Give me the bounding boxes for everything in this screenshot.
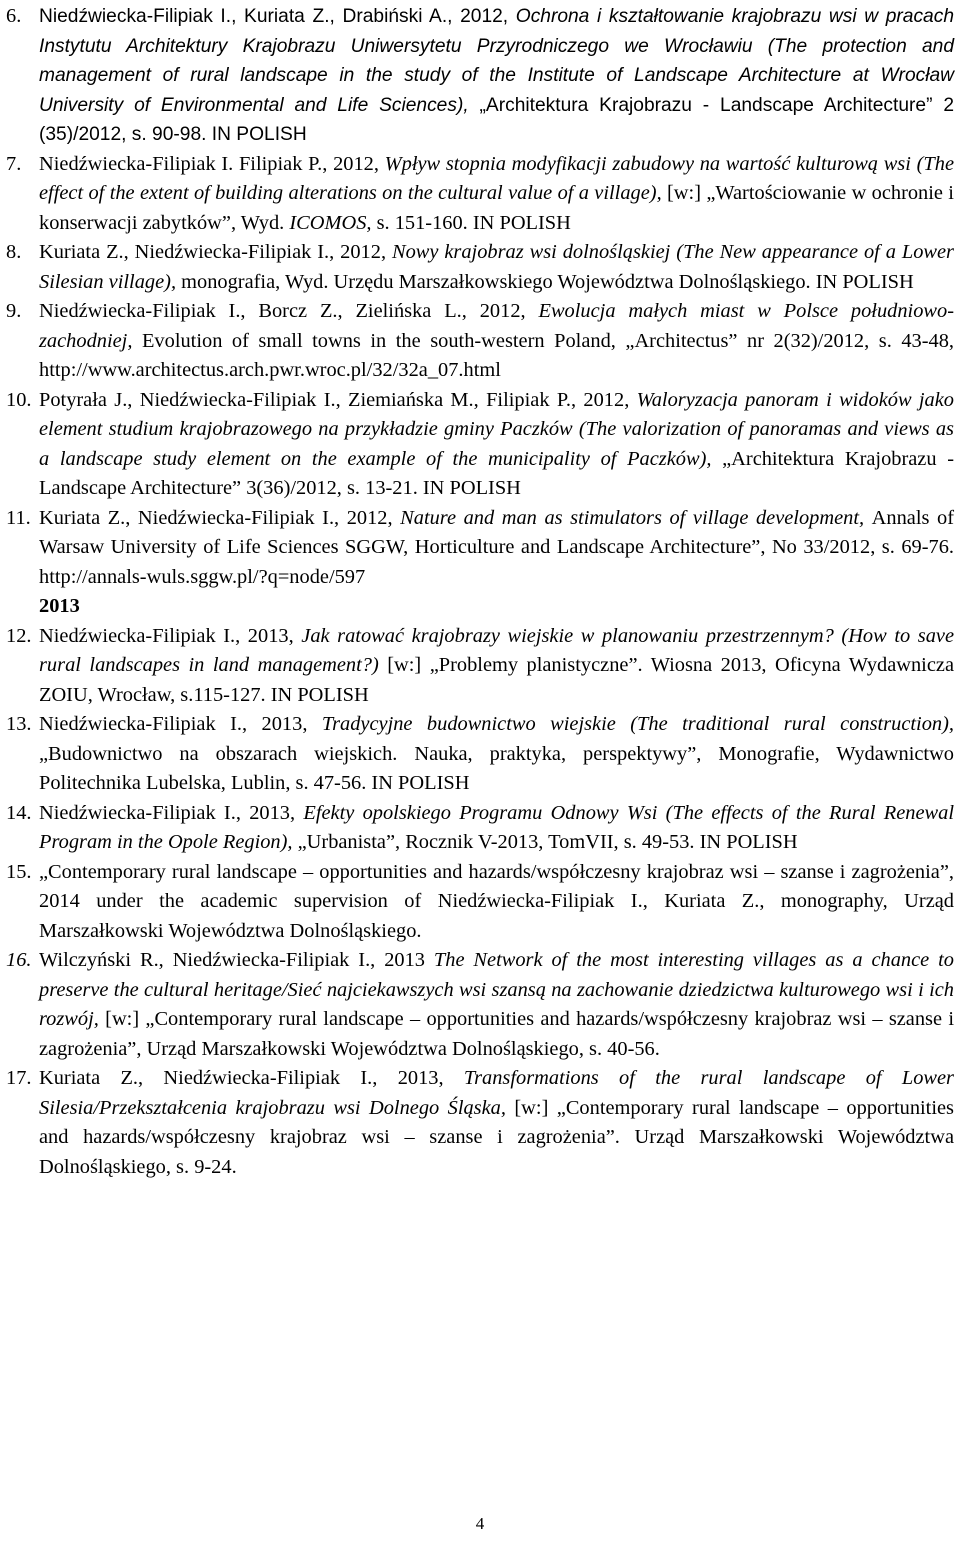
- reference-number: 8.: [6, 241, 22, 263]
- reference-text: Jak ratować krajobrazy wiejskie w planowaniu przestrzennym? (How to save rural landscapes in land management?): [39, 624, 954, 676]
- reference-text: Niedźwiecka-Filipiak I., 2013,: [39, 624, 302, 647]
- reference-text: Nature and man as stimulators of village development,: [400, 506, 872, 529]
- reference-text: ICOMOS,: [289, 211, 377, 234]
- reference-text: Efekty opolskiego Programu Odnowy Wsi (The effects of the Rural Renewal Program in the Opole Region),: [39, 801, 954, 853]
- reference-text: [w:] „Contemporary rural landscape – opportunities and hazards/współczesny krajobraz wsi – szanse i zagrożenia”, Urząd Marszałkowski Województwa Dolnośląskiego, s. 40-56.: [39, 1008, 954, 1060]
- reference-item: [6, 858, 954, 947]
- reference-item: [6, 386, 954, 504]
- reference-text: Niedźwiecka-Filipiak I., 2013,: [39, 713, 322, 735]
- reference-text: Nowy krajobraz wsi dolnośląskiej (The New appearance of a Lower Silesian village),: [39, 241, 954, 293]
- reference-text: Kuriata Z., Niedźwiecka-Filipiak I., 2012,: [39, 241, 392, 263]
- reference-item: [6, 504, 954, 593]
- reference-item: [6, 946, 954, 1064]
- reference-item: [6, 238, 954, 297]
- reference-list: [6, 2, 954, 1182]
- reference-number: 11.: [6, 506, 31, 529]
- reference-text: s. 151-160. IN POLISH: [376, 211, 571, 234]
- reference-text: Potyrała J., Niedźwiecka-Filipiak I., Ziemiańska M., Filipiak P., 2012,: [39, 388, 637, 411]
- reference-item: [6, 297, 954, 386]
- reference-text: „Architektura Krajobrazu - Landscape Architecture” 2 (35)/2012, s. 90-98. IN POLISH: [39, 94, 955, 145]
- reference-number: 17.: [6, 1067, 32, 1089]
- reference-number: 7.: [6, 152, 22, 175]
- reference-text: [w:] „Wartościowanie w ochronie i konserwacji zabytków”, Wyd.: [39, 182, 954, 234]
- reference-text: Niedźwiecka-Filipiak I., Kuriata Z., Drabiński A., 2012,: [39, 6, 516, 27]
- reference-item: [6, 622, 954, 711]
- reference-text: Niedźwiecka-Filipiak I., 2013,: [39, 801, 304, 824]
- reference-text: Niedźwiecka-Filipiak I., Borcz Z., Zielińska L., 2012,: [39, 300, 539, 322]
- reference-text: Tradycyjne budownictwo wiejskie (The traditional rural construction),: [321, 713, 954, 735]
- reference-item: [6, 2, 954, 150]
- reference-text: monografia, Wyd. Urzędu Marszałkowskiego Województwa Dolnośląskiego. IN POLISH: [181, 270, 914, 293]
- reference-text: Kuriata Z., Niedźwiecka-Filipiak I., 2013,: [39, 1067, 464, 1089]
- reference-item: [6, 710, 954, 799]
- reference-text: Transformations of the rural landscape of Lower Silesia/Przekształcenia krajobrazu wsi Dolnego Śląska,: [39, 1067, 954, 1119]
- reference-number: 15.: [6, 860, 32, 883]
- year-heading: 2013: [39, 595, 80, 617]
- reference-item: [6, 1064, 954, 1182]
- reference-text: [w:] „Problemy planistyczne”. Wiosna 2013, Oficyna Wydawnicza ZOIU, Wrocław, s.115-127. IN POLISH: [39, 654, 954, 706]
- reference-text: [w:] „Contemporary rural landscape – opportunities and hazards/współczesny krajobraz wsi – szanse i zagrożenia”. Urząd Marszałkowski Województwa Dolnośląskiego, s. 9-24.: [39, 1096, 954, 1178]
- reference-text: „Budownictwo na obszarach wiejskich. Nauka, praktyka, perspektywy”, Monografie, Wydawnictwo Politechnika Lubelska, Lublin, s. 47-56. IN POLISH: [39, 742, 954, 794]
- reference-text: Evolution of small towns in the south-western Poland, „Architectus” nr 2(32)/2012, s. 43-48, http://www.architectus.arch.pwr.wroc.pl/32/32a_07.html: [39, 329, 954, 381]
- reference-number: 14.: [6, 801, 32, 824]
- reference-item: [6, 150, 954, 239]
- reference-group-2012: [6, 2, 954, 592]
- reference-text: Waloryzacja panoram i widoków jako element studium krajobrazowego na przykładzie gminy Paczków (The valorization of panoramas and views as a landscape study element on the example of the municipality of Paczków),: [39, 388, 954, 470]
- reference-text: The Network of the most interesting villages as a chance to preserve the cultural heritage/Sieć najciekawszych wsi szansą na zachowanie dziedzictwa kulturowego wsi i ich rozwój,: [39, 949, 954, 1030]
- reference-item: [6, 799, 954, 858]
- reference-text: Ochrona i kształtowanie krajobrazu wsi w pracach Instytutu Architektury Krajobrazu Uniwersytetu Przyrodniczego we Wrocławiu (The protection and management of rural landscape in the study of the Institute of Landscape Architecture at Wrocław University of Environmental and Life Sciences),: [39, 6, 954, 116]
- reference-text: „Urbanista”, Rocznik V-2013, TomVII, s. 49-53. IN POLISH: [297, 831, 798, 853]
- reference-text: Niedźwiecka-Filipiak I. Filipiak P., 2012,: [39, 152, 385, 175]
- reference-text: „Architektura Krajobrazu - Landscape Architecture” 3(36)/2012, s. 13-21. IN POLISH: [39, 447, 954, 499]
- reference-number: 12.: [6, 624, 32, 647]
- reference-number: 10.: [6, 388, 32, 411]
- reference-text: Kuriata Z., Niedźwiecka-Filipiak I., 2012,: [39, 506, 401, 529]
- reference-text: Wilczyński R., Niedźwiecka-Filipiak I., 2013: [39, 949, 434, 971]
- reference-group-2013: [6, 622, 954, 1183]
- reference-text: Wpływ stopnia modyfikacji zabudowy na wartość kulturową wsi (The effect of the extent of building alterations on the cultural value of a village),: [39, 152, 954, 204]
- reference-number: 6.: [6, 5, 22, 27]
- page-number: 4: [475, 1514, 485, 1533]
- reference-number: 16.: [6, 949, 32, 971]
- reference-number: 13.: [6, 713, 32, 735]
- reference-text: Ewolucja małych miast w Polsce południowo-zachodniej,: [39, 300, 954, 352]
- reference-text: Annals of Warsaw University of Life Sciences SGGW, Horticulture and Landscape Architecture”, No 33/2012, s. 69-76. http://annals-wuls.sggw.pl/?q=node/597: [39, 506, 954, 588]
- reference-text: „Contemporary rural landscape – opportunities and hazards/współczesny krajobraz wsi – szanse i zagrożenia”, 2014 under the academic supervision of Niedźwiecka-Filipiak I., Kuriata Z., monography, Urząd Marszałkowski Województwa Dolnośląskiego.: [39, 860, 954, 942]
- reference-number: 9.: [6, 300, 22, 322]
